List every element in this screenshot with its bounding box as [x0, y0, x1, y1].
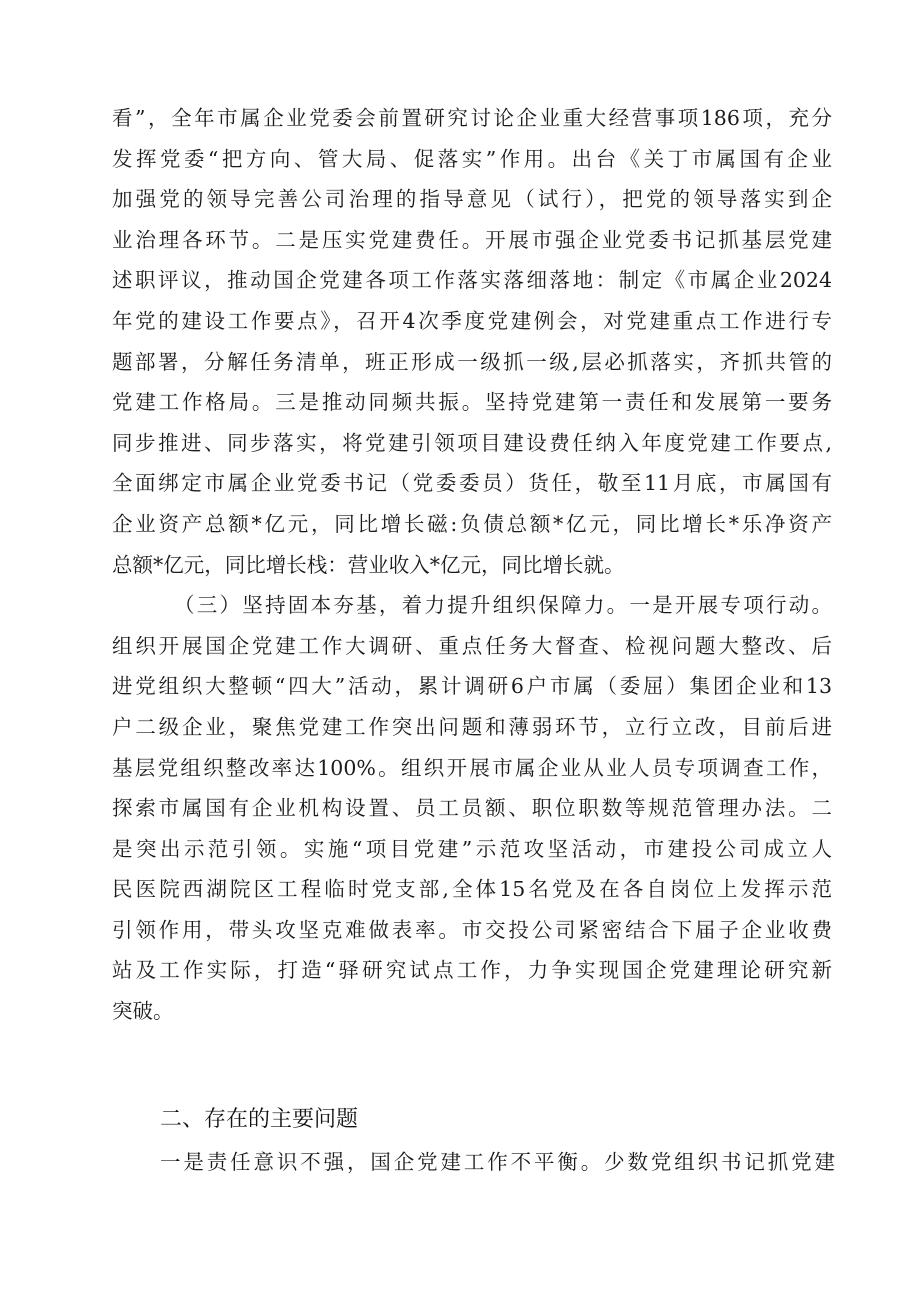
section-first-line: 一是责任意识不强，国企党建工作不平衡。少数党组织书记抓党建: [160, 1150, 835, 1174]
text-line: 业治理各环节。二是压实党建费任。开展市强企业党委书记抓基层党建: [112, 227, 832, 252]
text-line: 基层党组织整改率达100%。组织开展市属企业从业人员专项调查工作，: [112, 755, 832, 780]
text-line: 发挥党委“把方向、管大局、促落实”作用。出台《关丁市属国有企业: [112, 146, 832, 171]
text-line: 年党的建设工作要点》，召开4次季度党建例会，对党建重点工作进行专: [112, 308, 832, 333]
text-line: 党建工作格局。三是推动同频共振。坚持党建第一责任和发展第一要务: [112, 390, 832, 415]
document-body: [112, 98, 832, 1032]
paragraph-2: [112, 585, 832, 1032]
text-line: 题部署，分解任务清单，班正形成一级抓一级,层必抓落实，齐抓共管的: [112, 349, 832, 374]
text-line: 全面绑定市属企业党委书记（党委委员）货任，敬至11月底，市属国有: [112, 471, 832, 496]
text-line: 同步推进、同步落实，将党建引领项目建设费任纳入年度党建工作要点,: [112, 430, 832, 455]
paragraph-1: [112, 98, 832, 585]
text-line: 民医院西湖院区工程临时党支部,全体15名党及在各自岗位上发挥示范: [112, 877, 832, 902]
text-line: （三）坚持固本夯基，着力提升组织保障力。一是开展专项行动。: [174, 593, 832, 618]
text-line: 户二级企业，聚焦党建工作突出问题和薄弱环节，立行立改，目前后进: [112, 714, 832, 739]
text-line: 探索市属国有企业机构设置、员工员额、职位职数等规范管理办法。二: [112, 796, 832, 821]
text-line: 引领作用，带头攻坚克难做表率。市交投公司紧密结合下届子企业收费: [112, 917, 832, 942]
section-heading: 二、存在的主要问题: [160, 1107, 359, 1132]
text-line: 进党组织大整顿“四大”活动，累计调研6户市属（委屈）集团企业和13: [112, 674, 832, 699]
text-line: 总额*亿元，同比增长栈：营业收入*亿元，同比增长就。: [112, 552, 625, 577]
text-line: 述职评议，推动国企党建各项工作落实落细落地：制定《市属企业2024: [112, 268, 832, 293]
text-line: 组织开展国企党建工作大调研、重点任务大督查、检视问题大整改、后: [112, 633, 832, 658]
text-line: 是突出示范引领。实施“项目党建”示范攻坚活动，市建投公司成立人: [112, 836, 832, 861]
text-line: 企业资产总额*亿元，同比增长磁:负债总额*亿元，同比增长*乐净资产: [112, 511, 832, 536]
text-line: 加强党的领导完善公司治理的指导意见（试行），把党的领导落实到企: [112, 187, 832, 212]
text-line: 突破。: [112, 999, 174, 1024]
text-line: 看”，全年市属企业党委会前置研究讨论企业重大经营事项186项，充分: [112, 106, 832, 130]
text-line: 站及工作实际，打造“驿研究试点工作，力争实现国企党建理论研究新: [112, 958, 832, 983]
